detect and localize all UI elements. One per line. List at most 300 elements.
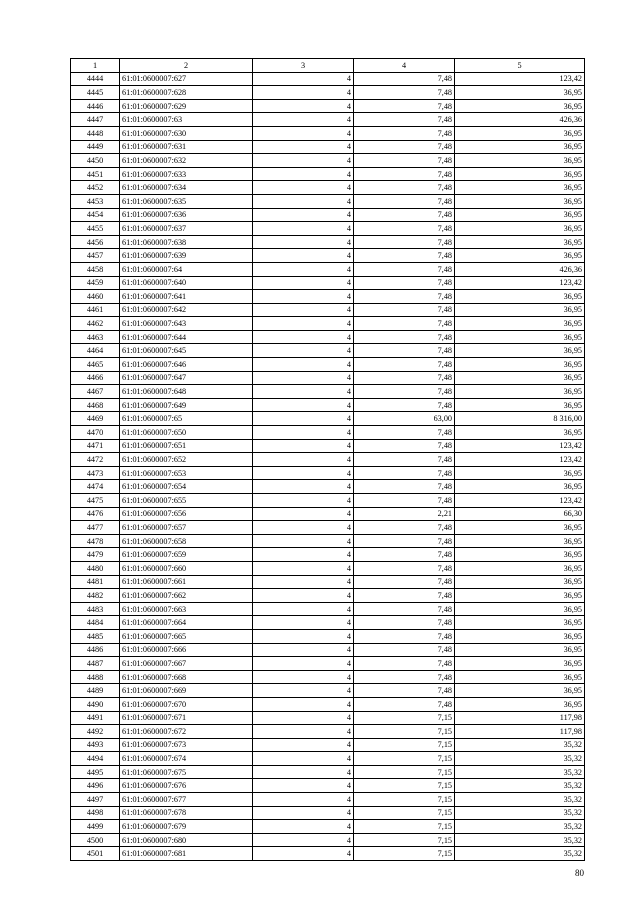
cadastral-number-cell: 61:01:0600007:669 <box>120 684 253 698</box>
area-cell: 7,48 <box>354 629 455 643</box>
category-cell: 4 <box>253 181 354 195</box>
row-number-cell: 4496 <box>71 779 120 793</box>
area-cell: 7,48 <box>354 222 455 236</box>
table-body <box>71 72 585 860</box>
area-cell: 7,48 <box>354 466 455 480</box>
cadastral-number-cell: 61:01:0600007:673 <box>120 738 253 752</box>
value-cell: 66,30 <box>455 507 585 521</box>
category-cell: 4 <box>253 86 354 100</box>
area-cell: 7,48 <box>354 208 455 222</box>
category-cell: 4 <box>253 208 354 222</box>
area-cell: 7,48 <box>354 398 455 412</box>
table-row <box>71 602 585 616</box>
area-cell: 7,48 <box>354 126 455 140</box>
value-cell: 36,95 <box>455 589 585 603</box>
table-row <box>71 521 585 535</box>
area-cell: 7,48 <box>354 561 455 575</box>
cadastral-number-cell: 61:01:0600007:656 <box>120 507 253 521</box>
category-cell: 4 <box>253 154 354 168</box>
row-number-cell: 4453 <box>71 194 120 208</box>
category-cell: 4 <box>253 494 354 508</box>
cadastral-number-cell: 61:01:0600007:647 <box>120 371 253 385</box>
area-cell: 7,48 <box>354 358 455 372</box>
value-cell: 36,95 <box>455 684 585 698</box>
row-number-cell: 4456 <box>71 235 120 249</box>
area-cell: 7,48 <box>354 140 455 154</box>
row-number-cell: 4454 <box>71 208 120 222</box>
cadastral-number-cell: 61:01:0600007:674 <box>120 752 253 766</box>
category-cell: 4 <box>253 521 354 535</box>
table-row <box>71 222 585 236</box>
value-cell: 35,32 <box>455 793 585 807</box>
table-row <box>71 779 585 793</box>
area-cell: 7,15 <box>354 847 455 861</box>
cadastral-number-cell: 61:01:0600007:645 <box>120 344 253 358</box>
area-cell: 2,21 <box>354 507 455 521</box>
cadastral-number-cell: 61:01:0600007:627 <box>120 72 253 86</box>
cadastral-number-cell: 61:01:0600007:678 <box>120 806 253 820</box>
cadastral-number-cell: 61:01:0600007:637 <box>120 222 253 236</box>
area-cell: 63,00 <box>354 412 455 426</box>
row-number-cell: 4449 <box>71 140 120 154</box>
table-row <box>71 276 585 290</box>
area-cell: 7,15 <box>354 725 455 739</box>
value-cell: 36,95 <box>455 385 585 399</box>
cadastral-number-cell: 61:01:0600007:664 <box>120 616 253 630</box>
area-cell: 7,15 <box>354 738 455 752</box>
area-cell: 7,48 <box>354 643 455 657</box>
category-cell: 4 <box>253 480 354 494</box>
table-row <box>71 72 585 86</box>
cadastral-number-cell: 61:01:0600007:635 <box>120 194 253 208</box>
cadastral-number-cell: 61:01:0600007:660 <box>120 561 253 575</box>
category-cell: 4 <box>253 466 354 480</box>
area-cell: 7,48 <box>354 697 455 711</box>
table-row <box>71 330 585 344</box>
area-cell: 7,48 <box>354 276 455 290</box>
value-cell: 36,95 <box>455 303 585 317</box>
value-cell: 36,95 <box>455 358 585 372</box>
category-cell: 4 <box>253 507 354 521</box>
area-cell: 7,48 <box>354 548 455 562</box>
row-number-cell: 4484 <box>71 616 120 630</box>
value-cell: 426,36 <box>455 113 585 127</box>
category-cell: 4 <box>253 793 354 807</box>
category-cell: 4 <box>253 235 354 249</box>
row-number-cell: 4464 <box>71 344 120 358</box>
cadastral-number-cell: 61:01:0600007:634 <box>120 181 253 195</box>
category-cell: 4 <box>253 697 354 711</box>
category-cell: 4 <box>253 249 354 263</box>
value-cell: 36,95 <box>455 602 585 616</box>
table-row <box>71 684 585 698</box>
category-cell: 4 <box>253 453 354 467</box>
table-row <box>71 371 585 385</box>
cadastral-number-cell: 61:01:0600007:644 <box>120 330 253 344</box>
area-cell: 7,48 <box>354 385 455 399</box>
category-cell: 4 <box>253 439 354 453</box>
value-cell: 36,95 <box>455 167 585 181</box>
cadastral-number-cell: 61:01:0600007:679 <box>120 820 253 834</box>
row-number-cell: 4458 <box>71 262 120 276</box>
category-cell: 4 <box>253 194 354 208</box>
cadastral-number-cell: 61:01:0600007:666 <box>120 643 253 657</box>
value-cell: 36,95 <box>455 561 585 575</box>
row-number-cell: 4476 <box>71 507 120 521</box>
row-number-cell: 4461 <box>71 303 120 317</box>
cadastral-number-cell: 61:01:0600007:641 <box>120 290 253 304</box>
cadastral-number-cell: 61:01:0600007:653 <box>120 466 253 480</box>
table-row <box>71 847 585 861</box>
category-cell: 4 <box>253 847 354 861</box>
cadastral-number-cell: 61:01:0600007:658 <box>120 534 253 548</box>
area-cell: 7,48 <box>354 249 455 263</box>
category-cell: 4 <box>253 276 354 290</box>
table-row <box>71 548 585 562</box>
row-number-cell: 4451 <box>71 167 120 181</box>
row-number-cell: 4499 <box>71 820 120 834</box>
row-number-cell: 4487 <box>71 657 120 671</box>
cadastral-number-cell: 61:01:0600007:638 <box>120 235 253 249</box>
area-cell: 7,48 <box>354 262 455 276</box>
row-number-cell: 4455 <box>71 222 120 236</box>
table-row <box>71 194 585 208</box>
cadastral-number-cell: 61:01:0600007:646 <box>120 358 253 372</box>
area-cell: 7,48 <box>354 86 455 100</box>
category-cell: 4 <box>253 534 354 548</box>
cadastral-number-cell: 61:01:0600007:629 <box>120 99 253 113</box>
cadastral-number-cell: 61:01:0600007:648 <box>120 385 253 399</box>
row-number-cell: 4479 <box>71 548 120 562</box>
value-cell: 36,95 <box>455 629 585 643</box>
cadastral-number-cell: 61:01:0600007:651 <box>120 439 253 453</box>
value-cell: 36,95 <box>455 330 585 344</box>
value-cell: 123,42 <box>455 72 585 86</box>
category-cell: 4 <box>253 303 354 317</box>
row-number-cell: 4493 <box>71 738 120 752</box>
table-row <box>71 235 585 249</box>
table-row <box>71 725 585 739</box>
table-row <box>71 262 585 276</box>
value-cell: 36,95 <box>455 154 585 168</box>
cadastral-number-cell: 61:01:0600007:636 <box>120 208 253 222</box>
table-row <box>71 453 585 467</box>
cadastral-number-cell: 61:01:0600007:657 <box>120 521 253 535</box>
row-number-cell: 4477 <box>71 521 120 535</box>
cadastral-number-cell: 61:01:0600007:631 <box>120 140 253 154</box>
category-cell: 4 <box>253 711 354 725</box>
table-row <box>71 670 585 684</box>
row-number-cell: 4501 <box>71 847 120 861</box>
area-cell: 7,48 <box>354 371 455 385</box>
category-cell: 4 <box>253 317 354 331</box>
category-cell: 4 <box>253 222 354 236</box>
row-number-cell: 4495 <box>71 765 120 779</box>
category-cell: 4 <box>253 99 354 113</box>
cadastral-number-cell: 61:01:0600007:628 <box>120 86 253 100</box>
category-cell: 4 <box>253 262 354 276</box>
value-cell: 36,95 <box>455 249 585 263</box>
table-row <box>71 507 585 521</box>
value-cell: 123,42 <box>455 453 585 467</box>
table-row <box>71 290 585 304</box>
cadastral-number-cell: 61:01:0600007:667 <box>120 657 253 671</box>
row-number-cell: 4482 <box>71 589 120 603</box>
category-cell: 4 <box>253 330 354 344</box>
row-number-cell: 4467 <box>71 385 120 399</box>
table-row <box>71 140 585 154</box>
cadastral-number-cell: 61:01:0600007:642 <box>120 303 253 317</box>
area-cell: 7,48 <box>354 303 455 317</box>
value-cell: 35,32 <box>455 765 585 779</box>
row-number-cell: 4457 <box>71 249 120 263</box>
cadastral-number-cell: 61:01:0600007:654 <box>120 480 253 494</box>
table-row <box>71 208 585 222</box>
column-header-3: 3 <box>253 59 354 73</box>
area-cell: 7,15 <box>354 806 455 820</box>
cadastral-number-cell: 61:01:0600007:639 <box>120 249 253 263</box>
table-row <box>71 426 585 440</box>
cadastral-number-cell: 61:01:0600007:680 <box>120 833 253 847</box>
table-row <box>71 561 585 575</box>
table-row <box>71 358 585 372</box>
row-number-cell: 4480 <box>71 561 120 575</box>
value-cell: 35,32 <box>455 833 585 847</box>
row-number-cell: 4491 <box>71 711 120 725</box>
area-cell: 7,48 <box>354 167 455 181</box>
value-cell: 36,95 <box>455 575 585 589</box>
row-number-cell: 4452 <box>71 181 120 195</box>
table-row <box>71 738 585 752</box>
area-cell: 7,15 <box>354 779 455 793</box>
area-cell: 7,15 <box>354 752 455 766</box>
row-number-cell: 4445 <box>71 86 120 100</box>
area-cell: 7,48 <box>354 494 455 508</box>
category-cell: 4 <box>253 371 354 385</box>
area-cell: 7,48 <box>354 290 455 304</box>
row-number-cell: 4465 <box>71 358 120 372</box>
area-cell: 7,48 <box>354 616 455 630</box>
header-row <box>71 59 585 73</box>
category-cell: 4 <box>253 657 354 671</box>
value-cell: 36,95 <box>455 86 585 100</box>
row-number-cell: 4446 <box>71 99 120 113</box>
row-number-cell: 4473 <box>71 466 120 480</box>
row-number-cell: 4444 <box>71 72 120 86</box>
table-row <box>71 385 585 399</box>
table-row <box>71 303 585 317</box>
row-number-cell: 4489 <box>71 684 120 698</box>
category-cell: 4 <box>253 833 354 847</box>
row-number-cell: 4468 <box>71 398 120 412</box>
value-cell: 35,32 <box>455 752 585 766</box>
category-cell: 4 <box>253 779 354 793</box>
row-number-cell: 4485 <box>71 629 120 643</box>
area-cell: 7,48 <box>354 439 455 453</box>
row-number-cell: 4498 <box>71 806 120 820</box>
table-row <box>71 439 585 453</box>
category-cell: 4 <box>253 72 354 86</box>
table-row <box>71 806 585 820</box>
cadastral-number-cell: 61:01:0600007:655 <box>120 494 253 508</box>
cadastral-number-cell: 61:01:0600007:662 <box>120 589 253 603</box>
area-cell: 7,48 <box>354 453 455 467</box>
page-number: 80 <box>575 868 584 878</box>
table-row <box>71 249 585 263</box>
value-cell: 36,95 <box>455 194 585 208</box>
row-number-cell: 4474 <box>71 480 120 494</box>
value-cell: 35,32 <box>455 738 585 752</box>
area-cell: 7,48 <box>354 330 455 344</box>
row-number-cell: 4490 <box>71 697 120 711</box>
category-cell: 4 <box>253 643 354 657</box>
table-row <box>71 833 585 847</box>
column-header-5: 5 <box>455 59 585 73</box>
category-cell: 4 <box>253 561 354 575</box>
category-cell: 4 <box>253 616 354 630</box>
row-number-cell: 4470 <box>71 426 120 440</box>
table-row <box>71 752 585 766</box>
cadastral-number-cell: 61:01:0600007:633 <box>120 167 253 181</box>
value-cell: 36,95 <box>455 181 585 195</box>
value-cell: 8 316,00 <box>455 412 585 426</box>
value-cell: 35,32 <box>455 806 585 820</box>
value-cell: 36,95 <box>455 398 585 412</box>
category-cell: 4 <box>253 290 354 304</box>
category-cell: 4 <box>253 167 354 181</box>
table-row <box>71 534 585 548</box>
table-row <box>71 575 585 589</box>
value-cell: 117,98 <box>455 725 585 739</box>
category-cell: 4 <box>253 725 354 739</box>
cadastral-number-cell: 61:01:0600007:675 <box>120 765 253 779</box>
cadastral-number-cell: 61:01:0600007:661 <box>120 575 253 589</box>
cadastral-number-cell: 61:01:0600007:665 <box>120 629 253 643</box>
area-cell: 7,48 <box>354 575 455 589</box>
category-cell: 4 <box>253 548 354 562</box>
value-cell: 35,32 <box>455 820 585 834</box>
area-cell: 7,48 <box>354 426 455 440</box>
category-cell: 4 <box>253 412 354 426</box>
category-cell: 4 <box>253 113 354 127</box>
row-number-cell: 4494 <box>71 752 120 766</box>
row-number-cell: 4500 <box>71 833 120 847</box>
value-cell: 36,95 <box>455 643 585 657</box>
row-number-cell: 4448 <box>71 126 120 140</box>
row-number-cell: 4492 <box>71 725 120 739</box>
area-cell: 7,48 <box>354 181 455 195</box>
row-number-cell: 4472 <box>71 453 120 467</box>
category-cell: 4 <box>253 385 354 399</box>
row-number-cell: 4481 <box>71 575 120 589</box>
area-cell: 7,48 <box>354 72 455 86</box>
area-cell: 7,48 <box>354 670 455 684</box>
cadastral-table <box>70 58 585 861</box>
value-cell: 36,95 <box>455 657 585 671</box>
table-row <box>71 398 585 412</box>
category-cell: 4 <box>253 806 354 820</box>
value-cell: 36,95 <box>455 99 585 113</box>
category-cell: 4 <box>253 670 354 684</box>
value-cell: 36,95 <box>455 208 585 222</box>
cadastral-number-cell: 61:01:0600007:650 <box>120 426 253 440</box>
row-number-cell: 4488 <box>71 670 120 684</box>
category-cell: 4 <box>253 752 354 766</box>
value-cell: 35,32 <box>455 847 585 861</box>
row-number-cell: 4462 <box>71 317 120 331</box>
table-row <box>71 643 585 657</box>
cadastral-number-cell: 61:01:0600007:670 <box>120 697 253 711</box>
cadastral-number-cell: 61:01:0600007:672 <box>120 725 253 739</box>
value-cell: 36,95 <box>455 466 585 480</box>
area-cell: 7,15 <box>354 833 455 847</box>
area-cell: 7,15 <box>354 711 455 725</box>
cadastral-number-cell: 61:01:0600007:649 <box>120 398 253 412</box>
row-number-cell: 4475 <box>71 494 120 508</box>
table-row <box>71 711 585 725</box>
value-cell: 36,95 <box>455 534 585 548</box>
row-number-cell: 4450 <box>71 154 120 168</box>
column-header-2: 2 <box>120 59 253 73</box>
area-cell: 7,15 <box>354 820 455 834</box>
cadastral-number-cell: 61:01:0600007:63 <box>120 113 253 127</box>
value-cell: 36,95 <box>455 426 585 440</box>
area-cell: 7,48 <box>354 113 455 127</box>
row-number-cell: 4460 <box>71 290 120 304</box>
area-cell: 7,48 <box>354 657 455 671</box>
value-cell: 36,95 <box>455 480 585 494</box>
table-row <box>71 697 585 711</box>
value-cell: 36,95 <box>455 140 585 154</box>
value-cell: 123,42 <box>455 276 585 290</box>
cadastral-number-cell: 61:01:0600007:681 <box>120 847 253 861</box>
value-cell: 123,42 <box>455 494 585 508</box>
cadastral-number-cell: 61:01:0600007:676 <box>120 779 253 793</box>
table-row <box>71 126 585 140</box>
value-cell: 36,95 <box>455 126 585 140</box>
table-row <box>71 344 585 358</box>
value-cell: 36,95 <box>455 670 585 684</box>
row-number-cell: 4497 <box>71 793 120 807</box>
area-cell: 7,48 <box>354 235 455 249</box>
table-row <box>71 113 585 127</box>
cadastral-number-cell: 61:01:0600007:677 <box>120 793 253 807</box>
area-cell: 7,48 <box>354 534 455 548</box>
category-cell: 4 <box>253 589 354 603</box>
area-cell: 7,48 <box>354 344 455 358</box>
category-cell: 4 <box>253 126 354 140</box>
table-row <box>71 616 585 630</box>
row-number-cell: 4486 <box>71 643 120 657</box>
category-cell: 4 <box>253 602 354 616</box>
table-row <box>71 317 585 331</box>
table-row <box>71 820 585 834</box>
category-cell: 4 <box>253 426 354 440</box>
category-cell: 4 <box>253 344 354 358</box>
area-cell: 7,15 <box>354 793 455 807</box>
table-row <box>71 181 585 195</box>
table-row <box>71 629 585 643</box>
row-number-cell: 4447 <box>71 113 120 127</box>
row-number-cell: 4459 <box>71 276 120 290</box>
cadastral-number-cell: 61:01:0600007:663 <box>120 602 253 616</box>
cadastral-number-cell: 61:01:0600007:640 <box>120 276 253 290</box>
table-row <box>71 99 585 113</box>
value-cell: 36,95 <box>455 344 585 358</box>
value-cell: 36,95 <box>455 317 585 331</box>
value-cell: 36,95 <box>455 371 585 385</box>
cadastral-number-cell: 61:01:0600007:630 <box>120 126 253 140</box>
